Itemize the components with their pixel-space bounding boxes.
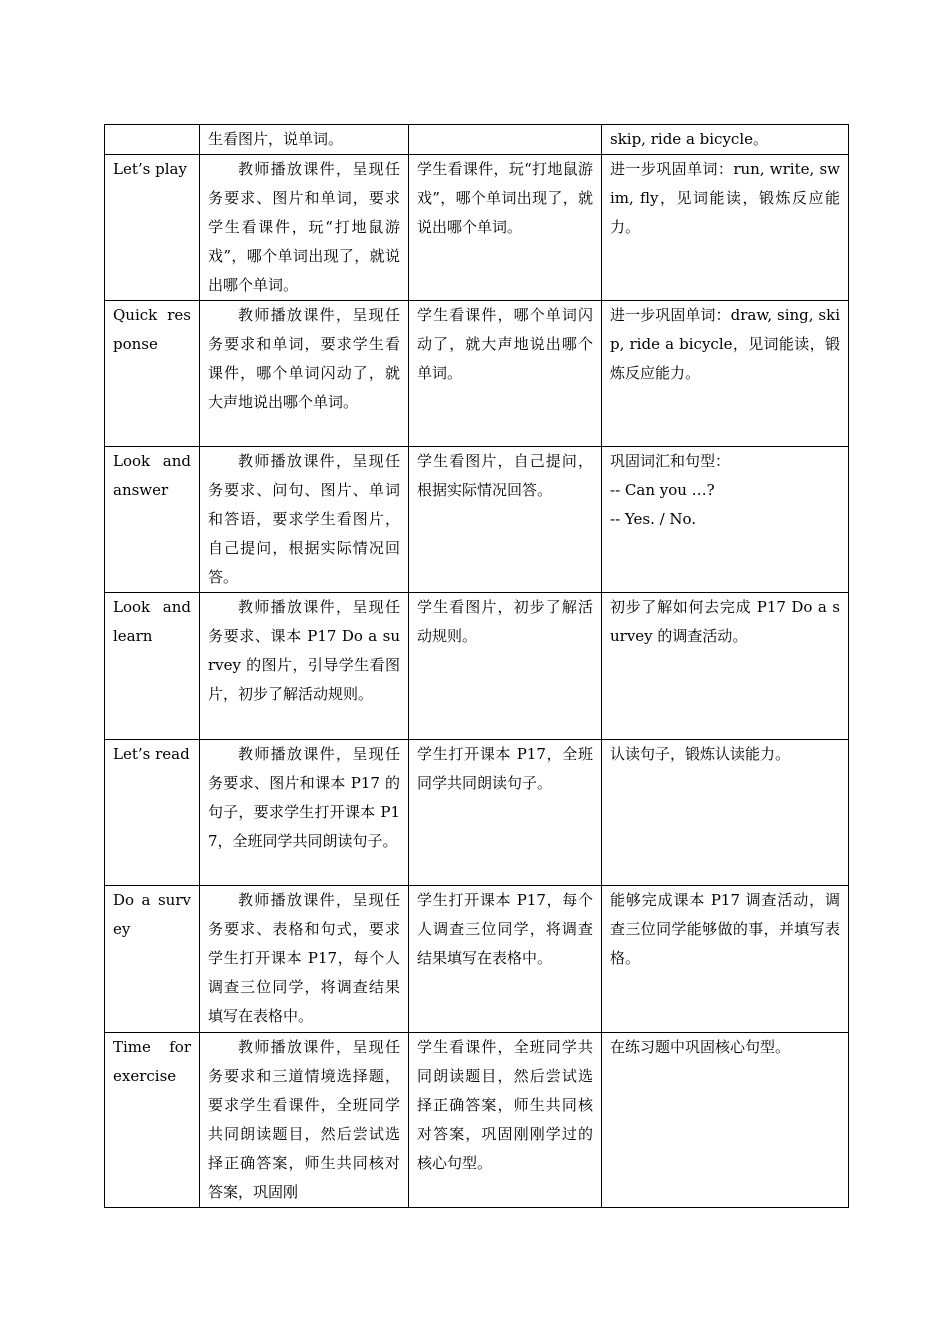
student-activity-cell: 学生看图片，自己提问，根据实际情况回答。 bbox=[409, 447, 602, 593]
student-activity-cell: 学生看课件，玩“打地鼠游戏”，哪个单词出现了，就说出哪个单词。 bbox=[409, 155, 602, 301]
teacher-activity-cell: 教师播放课件，呈现任务要求和单词，要求学生看课件，哪个单词闪动了，就大声地说出哪个单词。 bbox=[200, 301, 409, 447]
purpose-line: -- Yes. / No. bbox=[610, 510, 697, 528]
student-activity-cell: 学生看课件，哪个单词闪动了，就大声地说出哪个单词。 bbox=[409, 301, 602, 447]
purpose-cell: 进一步巩固单词：run, write, swim, fly，见词能读，锻炼反应能力。 bbox=[602, 155, 849, 301]
stage-cell: Let’s read bbox=[105, 740, 200, 886]
table-row bbox=[105, 447, 849, 593]
purpose-cell: skip, ride a bicycle。 bbox=[602, 125, 849, 155]
teacher-activity-cell: 教师播放课件，呈现任务要求、表格和句式，要求学生打开课本 P17，每个人调查三位同学，将调查结果填写在表格中。 bbox=[200, 886, 409, 1033]
teacher-activity-cell: 教师播放课件，呈现任务要求、课本 P17 Do a survey 的图片，引导学生看图片，初步了解活动规则。 bbox=[200, 593, 409, 740]
student-activity-cell: 学生打开课本 P17，全班同学共同朗读句子。 bbox=[409, 740, 602, 886]
stage-cell: Look and answer bbox=[105, 447, 200, 593]
purpose-cell: 能够完成课本 P17 调查活动，调查三位同学能够做的事，并填写表格。 bbox=[602, 886, 849, 1033]
purpose-cell bbox=[602, 447, 849, 593]
teacher-activity-cell: 生看图片，说单词。 bbox=[200, 125, 409, 155]
teacher-activity-cell: 教师播放课件，呈现任务要求、图片和课本 P17 的句子，要求学生打开课本 P17，全班同学共同朗读句子。 bbox=[200, 740, 409, 886]
purpose-line: -- Can you …? bbox=[610, 481, 715, 499]
teacher-activity-cell: 教师播放课件，呈现任务要求、问句、图片、单词和答语，要求学生看图片，自己提问，根据实际情况回答。 bbox=[200, 447, 409, 593]
stage-cell: Do a survey bbox=[105, 886, 200, 1033]
purpose-cell: 在练习题中巩固核心句型。 bbox=[602, 1033, 849, 1208]
stage-cell: Let’s play bbox=[105, 155, 200, 301]
table-row bbox=[105, 593, 849, 740]
student-activity-cell: 学生看图片，初步了解活动规则。 bbox=[409, 593, 602, 740]
stage-cell: Look and learn bbox=[105, 593, 200, 740]
purpose-cell: 进一步巩固单词：draw, sing, skip, ride a bicycle，见词能读，锻炼反应能力。 bbox=[602, 301, 849, 447]
stage-cell: Quick response bbox=[105, 301, 200, 447]
student-activity-cell: 学生看课件，全班同学共同朗读题目，然后尝试选择正确答案，师生共同核对答案，巩固刚刚学过的核心句型。 bbox=[409, 1033, 602, 1208]
table-row bbox=[105, 301, 849, 447]
teacher-activity-cell: 教师播放课件，呈现任务要求、图片和单词，要求学生看课件，玩“打地鼠游戏”，哪个单词出现了，就说出哪个单词。 bbox=[200, 155, 409, 301]
purpose-cell: 认读句子，锻炼认读能力。 bbox=[602, 740, 849, 886]
stage-cell bbox=[105, 125, 200, 155]
student-activity-cell: 学生打开课本 P17，每个人调查三位同学，将调查结果填写在表格中。 bbox=[409, 886, 602, 1033]
table-row bbox=[105, 125, 849, 155]
table-row bbox=[105, 1033, 849, 1208]
student-activity-cell bbox=[409, 125, 602, 155]
table-row bbox=[105, 886, 849, 1033]
table-row bbox=[105, 155, 849, 301]
purpose-line: 巩固词汇和句型： bbox=[610, 452, 731, 470]
lesson-plan-table bbox=[104, 124, 849, 1208]
teacher-activity-cell: 教师播放课件，呈现任务要求和三道情境选择题，要求学生看课件，全班同学共同朗读题目，然后尝试选择正确答案，师生共同核对答案，巩固刚 bbox=[200, 1033, 409, 1208]
purpose-cell: 初步了解如何去完成 P17 Do a survey 的调查活动。 bbox=[602, 593, 849, 740]
stage-cell: Time for exercise bbox=[105, 1033, 200, 1208]
table-row bbox=[105, 740, 849, 886]
